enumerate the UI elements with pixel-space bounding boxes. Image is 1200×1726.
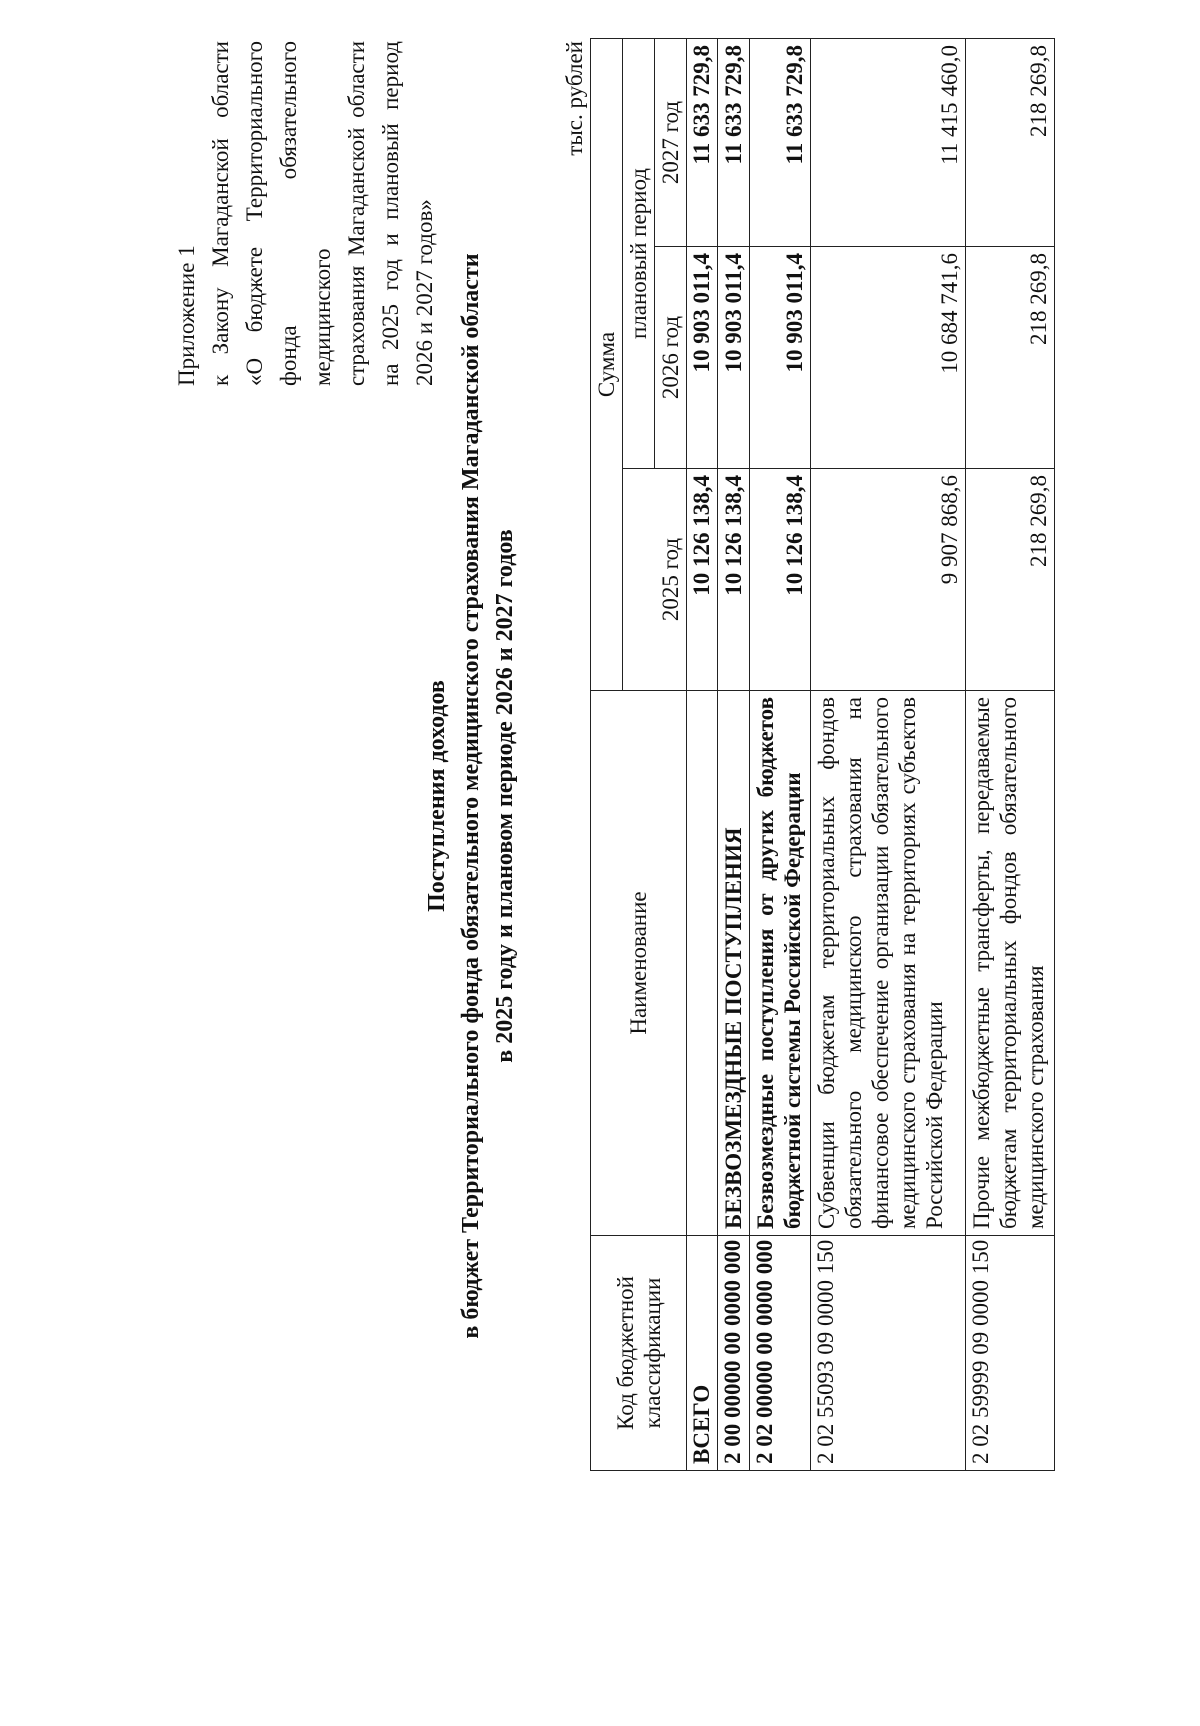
table-row [750,39,811,1471]
income-table [590,38,1055,1471]
table-row [811,39,966,1471]
rotated-page [0,36,1200,1696]
row-name: Субвенции бюджетам территориальных фондов обязательного медицинского страхования на финансовое обеспечение организации обязательного медицинского страхования на территориях субъектов Российской Федерации [811,691,966,1236]
appendix-title: Приложение 1 [174,245,199,386]
table-row [687,39,718,1471]
title-line-2: в бюджет Территориального фонда обязательного медицинского страхования Магаданской области [458,253,484,1339]
row-value-2025: 9 907 868,6 [811,469,966,691]
appendix-note [170,41,442,386]
row-value-2027: 11 633 729,8 [718,39,750,247]
document-title [420,96,522,1496]
title-line-3: в 2025 году и плановом периоде 2026 и 2027 годов [492,529,518,1063]
header-2026: 2026 год [655,247,687,469]
row-code: 2 02 59999 09 0000 150 [966,1236,1055,1471]
row-value-2025: 218 269,8 [966,469,1055,691]
appendix-line: страхования Магаданской области [344,41,369,386]
row-name: Прочие межбюджетные трансферты, передаваемые бюджетам территориальных фондов обязательного медицинского страхования [966,691,1055,1236]
row-value-2027: 11 633 729,8 [687,39,718,247]
header-2025: 2025 год [623,469,687,691]
row-value-2025: 10 126 138,4 [750,469,811,691]
row-value-2026: 10 684 741,6 [811,247,966,469]
header-code: Код бюджетной классификации [591,1236,687,1471]
row-value-2025: 10 126 138,4 [687,469,718,691]
appendix-line: к Закону Магаданской области [208,41,233,386]
appendix-line: 2026 и 2027 годов» [412,199,437,386]
row-code: 2 02 00000 00 0000 000 [750,1236,811,1471]
appendix-line: фонда обязательного медицинского [276,41,335,386]
row-value-2027: 218 269,8 [966,39,1055,247]
row-value-2026: 218 269,8 [966,247,1055,469]
row-code: 2 02 55093 09 0000 150 [811,1236,966,1471]
row-value-2027: 11 633 729,8 [750,39,811,247]
table-row [966,39,1055,1471]
row-value-2026: 10 903 011,4 [718,247,750,469]
header-name: Наименование [591,691,687,1236]
header-sum: Сумма [591,39,623,691]
row-name [687,691,718,1236]
unit-label: тыс. рублей [562,41,587,156]
row-value-2026: 10 903 011,4 [750,247,811,469]
row-value-2025: 10 126 138,4 [718,469,750,691]
row-name: БЕЗВОЗМЕЗДНЫЕ ПОСТУПЛЕНИЯ [718,691,750,1236]
appendix-line: «О бюджете Территориального [242,41,267,386]
table-row [718,39,750,1471]
appendix-line: на 2025 год и плановый период [378,41,403,386]
header-2027: 2027 год [655,39,687,247]
row-name: Безвозмездные поступления от других бюджетов бюджетной системы Российской Федерации [750,691,811,1236]
row-value-2027: 11 415 460,0 [811,39,966,247]
header-plan-period: плановый период [623,39,655,469]
row-code: ВСЕГО [687,1236,718,1471]
row-value-2026: 10 903 011,4 [687,247,718,469]
title-line-1: Поступления доходов [424,680,450,912]
row-code: 2 00 00000 00 0000 000 [718,1236,750,1471]
